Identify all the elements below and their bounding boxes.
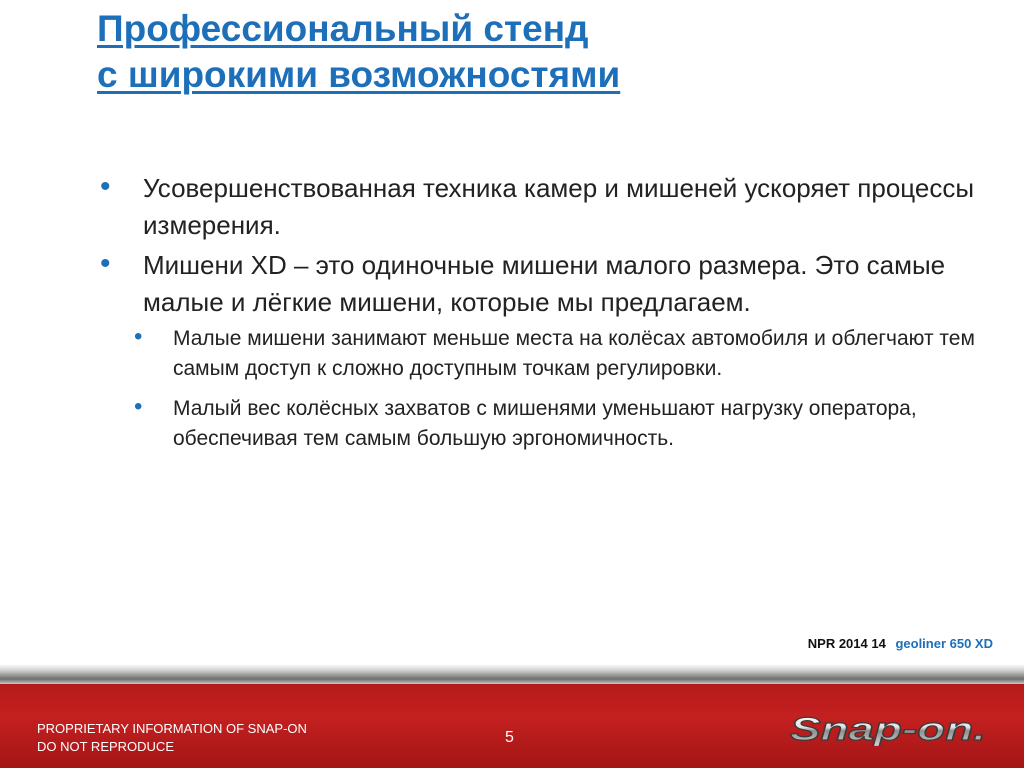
bullet-list	[100, 170, 980, 464]
title-line-1: Профессиональный стенд	[97, 8, 589, 49]
sub-bullet-text-2: Малый вес колёсных захватов с мишенями уменьшают нагрузку оператора, обеспечивая тем самым большую эргономичность.	[173, 397, 917, 450]
footer-bar	[0, 684, 1024, 768]
sub-bullet-item-1	[100, 324, 980, 384]
snap-on-logo	[786, 712, 990, 746]
bullet-dot-icon: •	[134, 323, 143, 350]
bullet-text-1: Усовершенствованная техника камер и мишеней ускоряет процессы измерения.	[143, 173, 975, 240]
proprietary-notice	[37, 720, 307, 756]
bullet-item-2	[100, 247, 980, 321]
bullet-dot-icon: •	[134, 393, 143, 420]
title-line-2: с широкими возможностями	[97, 54, 621, 95]
product-model: geoliner 650 XD	[895, 636, 993, 651]
product-reference	[808, 636, 993, 651]
page-number: 5	[505, 729, 514, 746]
proprietary-line-2: DO NOT REPRODUCE	[37, 739, 174, 754]
slide-title	[97, 6, 620, 98]
sub-bullet-text-1: Малые мишени занимают меньше места на колёсах автомобиля и облегчают тем самым доступ к сложно доступным точкам регулировки.	[173, 327, 975, 380]
sub-bullet-item-2	[100, 394, 980, 454]
chrome-divider-bar	[0, 664, 1024, 684]
logo-wordmark: Snap-on.	[790, 712, 986, 746]
proprietary-line-1: PROPRIETARY INFORMATION OF SNAP-ON	[37, 721, 307, 736]
bullet-item-1	[100, 170, 980, 244]
bullet-text-2: Мишени XD – это одиночные мишени малого размера. Это самые малые и лёгкие мишени, которые мы предлагаем.	[143, 250, 946, 317]
npr-code: NPR 2014 14	[807, 636, 886, 651]
bullet-dot-icon: •	[100, 170, 111, 203]
bullet-dot-icon: •	[100, 247, 111, 280]
